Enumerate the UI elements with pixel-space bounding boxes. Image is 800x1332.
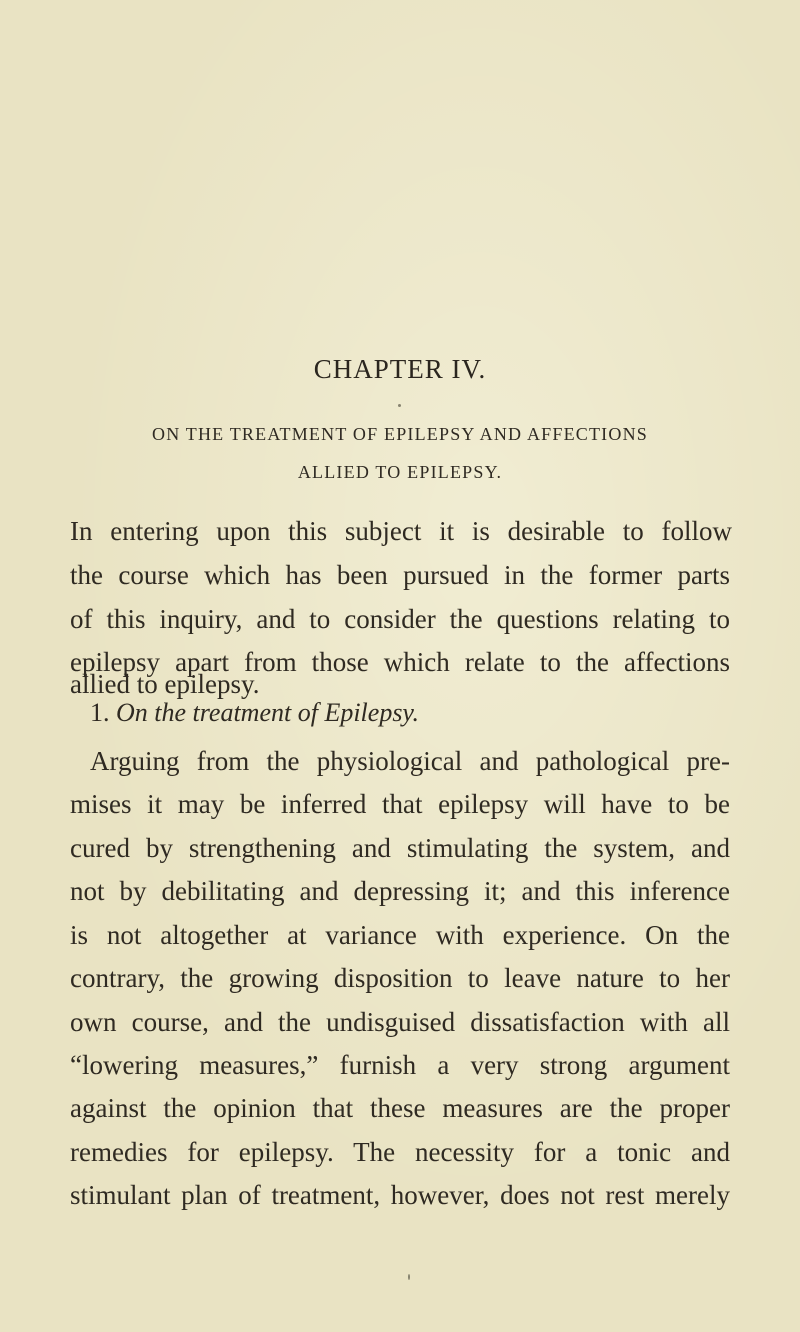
body-paragraph-line: against the opinion that these measures are the proper	[70, 1093, 730, 1123]
body-paragraph-line: Arguing from the physiological and pathological pre-	[90, 746, 730, 776]
ink-speck	[408, 1274, 410, 1280]
body-paragraph-line: not by debilitating and depressing it; and this inference	[70, 876, 730, 906]
intro-paragraph-line: allied to epilepsy.	[70, 669, 260, 699]
body-paragraph-line: cured by strengthening and stimulating the system, and	[70, 833, 730, 863]
body-paragraph-line: stimulant plan of treatment, however, does not rest merely	[70, 1180, 730, 1210]
section-number: 1.	[90, 698, 110, 727]
section-title: On the treatment of Epilepsy.	[116, 698, 420, 727]
intro-paragraph-line: of this inquiry, and to consider the questions relating to	[70, 604, 730, 634]
body-paragraph-line: remedies for epilepsy. The necessity for a tonic and	[70, 1137, 730, 1167]
chapter-subtitle-line-1: ON THE TREATMENT OF EPILEPSY AND AFFECTIONS	[152, 424, 648, 444]
intro-paragraph-line: the course which has been pursued in the former parts	[70, 560, 730, 590]
body-paragraph-line: contrary, the growing disposition to leave nature to her	[70, 963, 730, 993]
body-paragraph-line: is not altogether at variance with experience. On the	[70, 920, 730, 950]
body-paragraph-line: mises it may be inferred that epilepsy will have to be	[70, 789, 730, 819]
ink-speck	[398, 404, 401, 407]
intro-paragraph-line: epilepsy apart from those which relate to the affections	[70, 647, 730, 677]
body-paragraph-line: “lowering measures,” furnish a very strong argument	[70, 1050, 730, 1080]
body-paragraph-line: own course, and the undisguised dissatisfaction with all	[70, 1007, 730, 1037]
intro-paragraph-line: In entering upon this subject it is desirable to follow	[70, 516, 732, 546]
section-heading	[90, 698, 419, 728]
chapter-subtitle-line-2: ALLIED TO EPILEPSY.	[297, 462, 503, 482]
chapter-title: CHAPTER IV.	[313, 354, 487, 384]
